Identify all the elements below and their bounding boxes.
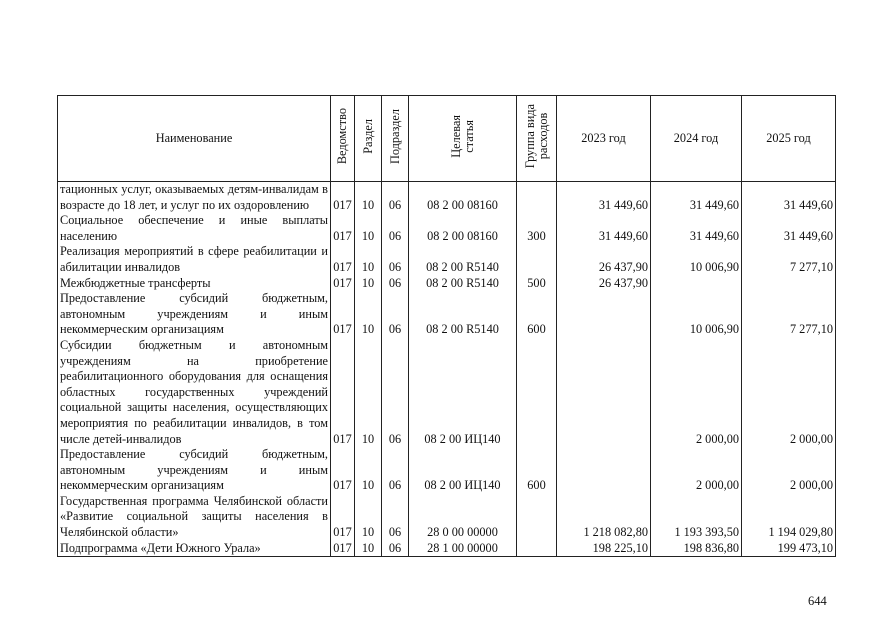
cell-expense-group: 600	[517, 291, 557, 338]
table-header-row	[58, 96, 836, 182]
table-row	[58, 338, 836, 447]
cell-expense-group: 300	[517, 213, 557, 244]
cell-expense-group	[517, 244, 557, 275]
cell-target-article: 08 2 00 08160	[409, 182, 517, 214]
header-razdel: Раздел	[355, 96, 382, 182]
budget-table	[57, 95, 836, 557]
header-year-2024: 2024 год	[651, 96, 742, 182]
header-year-2023: 2023 год	[557, 96, 651, 182]
cell-2025: 31 449,60	[742, 182, 836, 214]
row-name: Предоставление субсидий бюджетным, автономным учреждениям и иным некоммерческим организациям	[58, 447, 331, 494]
cell-vedomstvo: 017	[331, 244, 355, 275]
row-name: тационных услуг, оказываемых детям-инвалидам в возрасте до 18 лет, и услуг по их оздоровлению	[58, 182, 331, 214]
header-name: Наименование	[58, 96, 331, 182]
cell-2023: 198 225,10	[557, 541, 651, 557]
cell-podrazdel: 06	[382, 213, 409, 244]
cell-podrazdel: 06	[382, 291, 409, 338]
cell-podrazdel: 06	[382, 494, 409, 541]
header-target-article: Целевая статья	[409, 96, 517, 182]
cell-2023	[557, 338, 651, 447]
cell-2024	[651, 276, 742, 292]
cell-2025: 2 000,00	[742, 338, 836, 447]
cell-razdel: 10	[355, 447, 382, 494]
cell-2024: 31 449,60	[651, 182, 742, 214]
cell-expense-group	[517, 541, 557, 557]
row-name: Реализация мероприятий в сфере реабилитации и абилитации инвалидов	[58, 244, 331, 275]
row-name: Предоставление субсидий бюджетным, автономным учреждениям и иным некоммерческим организациям	[58, 291, 331, 338]
cell-2024: 31 449,60	[651, 213, 742, 244]
cell-2025: 31 449,60	[742, 213, 836, 244]
cell-2024: 10 006,90	[651, 291, 742, 338]
header-podrazdel: Подраздел	[382, 96, 409, 182]
cell-vedomstvo: 017	[331, 338, 355, 447]
cell-2024: 10 006,90	[651, 244, 742, 275]
cell-vedomstvo: 017	[331, 213, 355, 244]
cell-target-article: 08 2 00 R5140	[409, 244, 517, 275]
cell-2025: 2 000,00	[742, 447, 836, 494]
cell-razdel: 10	[355, 338, 382, 447]
cell-2025: 7 277,10	[742, 244, 836, 275]
table-row	[58, 182, 836, 214]
cell-vedomstvo: 017	[331, 447, 355, 494]
row-name: Субсидии бюджетным и автономным учреждениям на приобретение реабилитационного оборудования для оснащения областных государственных учреждений социальной защиты населения, осуществляющих мероприятия по реабилитации инвалидов, в том числе детей-инвалидов	[58, 338, 331, 447]
row-name: Государственная программа Челябинской области «Развитие социальной защиты населения в Челябинской области»	[58, 494, 331, 541]
table-row	[58, 291, 836, 338]
table-row	[58, 213, 836, 244]
header-expense-group: Группа вида расходов	[517, 96, 557, 182]
table-row	[58, 244, 836, 275]
row-name: Межбюджетные трансферты	[58, 276, 331, 292]
cell-2024: 2 000,00	[651, 447, 742, 494]
cell-2023: 1 218 082,80	[557, 494, 651, 541]
cell-podrazdel: 06	[382, 541, 409, 557]
cell-expense-group: 600	[517, 447, 557, 494]
cell-2025: 1 194 029,80	[742, 494, 836, 541]
cell-razdel: 10	[355, 291, 382, 338]
cell-expense-group	[517, 338, 557, 447]
cell-2023	[557, 447, 651, 494]
cell-razdel: 10	[355, 213, 382, 244]
page-number: 644	[808, 594, 827, 608]
row-name: Подпрограмма «Дети Южного Урала»	[58, 541, 331, 557]
cell-vedomstvo: 017	[331, 494, 355, 541]
cell-2024: 198 836,80	[651, 541, 742, 557]
cell-expense-group: 500	[517, 276, 557, 292]
cell-vedomstvo: 017	[331, 182, 355, 214]
cell-target-article: 28 1 00 00000	[409, 541, 517, 557]
cell-2025	[742, 276, 836, 292]
header-vedomstvo: Ведомство	[331, 96, 355, 182]
cell-vedomstvo: 017	[331, 276, 355, 292]
cell-podrazdel: 06	[382, 276, 409, 292]
cell-razdel: 10	[355, 244, 382, 275]
cell-target-article: 08 2 00 R5140	[409, 276, 517, 292]
row-name: Социальное обеспечение и иные выплаты населению	[58, 213, 331, 244]
cell-podrazdel: 06	[382, 244, 409, 275]
cell-target-article: 08 2 00 R5140	[409, 291, 517, 338]
cell-2023: 31 449,60	[557, 182, 651, 214]
header-year-2025: 2025 год	[742, 96, 836, 182]
cell-podrazdel: 06	[382, 338, 409, 447]
cell-2023	[557, 291, 651, 338]
cell-2023: 26 437,90	[557, 244, 651, 275]
table-row	[58, 541, 836, 557]
cell-razdel: 10	[355, 182, 382, 214]
cell-podrazdel: 06	[382, 447, 409, 494]
cell-2025: 7 277,10	[742, 291, 836, 338]
table-row	[58, 494, 836, 541]
cell-vedomstvo: 017	[331, 541, 355, 557]
cell-razdel: 10	[355, 276, 382, 292]
cell-target-article: 08 2 00 ИЦ140	[409, 338, 517, 447]
cell-2024: 1 193 393,50	[651, 494, 742, 541]
cell-podrazdel: 06	[382, 182, 409, 214]
cell-expense-group	[517, 494, 557, 541]
cell-vedomstvo: 017	[331, 291, 355, 338]
cell-target-article: 08 2 00 ИЦ140	[409, 447, 517, 494]
cell-2025: 199 473,10	[742, 541, 836, 557]
cell-target-article: 28 0 00 00000	[409, 494, 517, 541]
table-row	[58, 447, 836, 494]
cell-2023: 26 437,90	[557, 276, 651, 292]
cell-2024: 2 000,00	[651, 338, 742, 447]
cell-2023: 31 449,60	[557, 213, 651, 244]
cell-expense-group	[517, 182, 557, 214]
cell-razdel: 10	[355, 541, 382, 557]
cell-razdel: 10	[355, 494, 382, 541]
cell-target-article: 08 2 00 08160	[409, 213, 517, 244]
table-row	[58, 276, 836, 292]
